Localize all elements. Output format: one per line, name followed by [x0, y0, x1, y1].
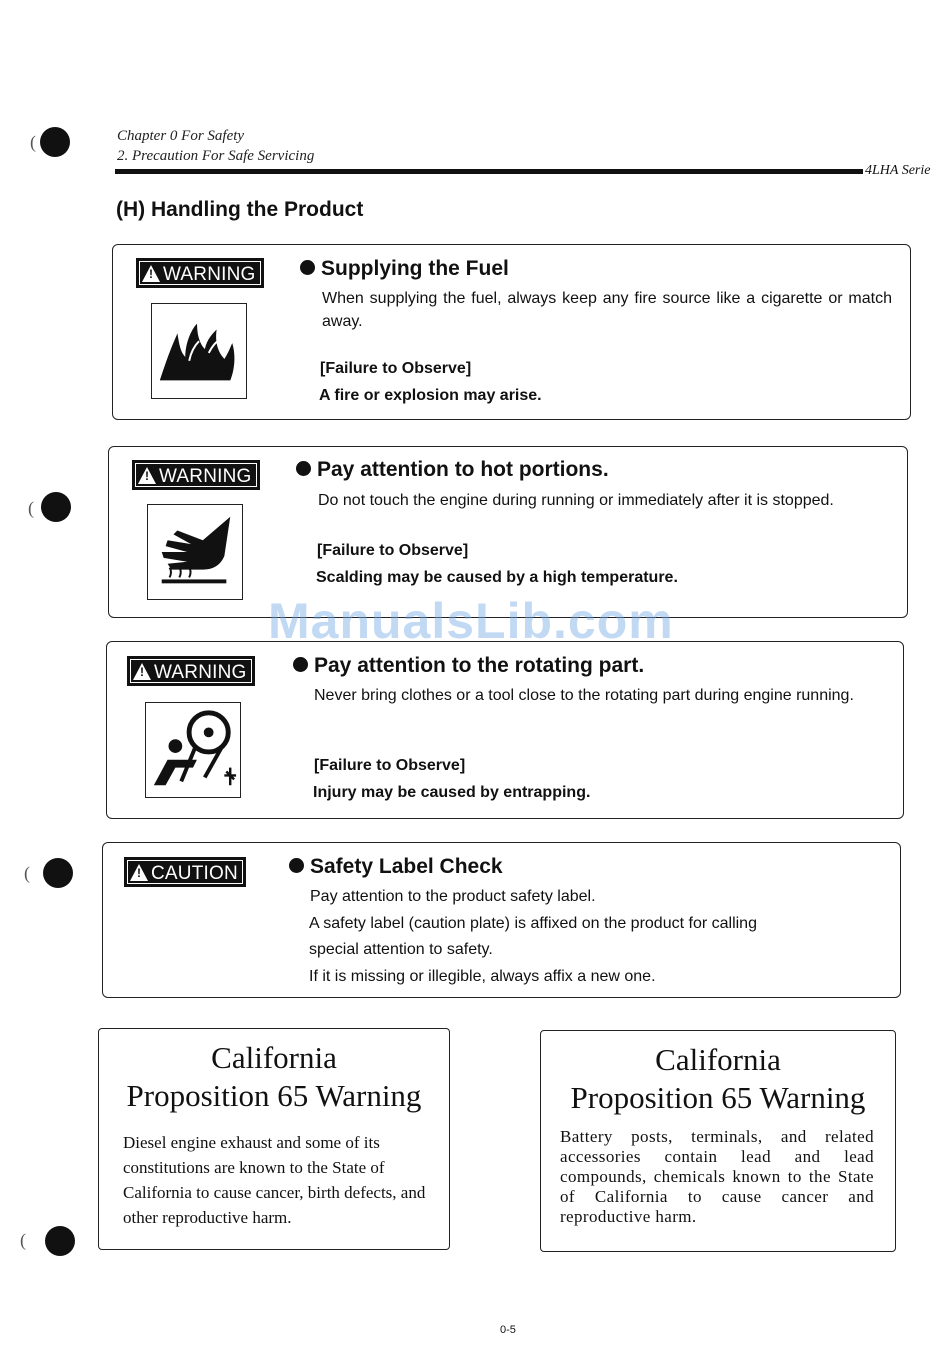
- series-label: 4LHA Serie: [865, 163, 931, 178]
- caution-line: A safety label (caution plate) is affixed on the product for calling: [309, 915, 757, 932]
- page-number: 0-5: [500, 1324, 516, 1336]
- warning-triangle-icon: [133, 663, 151, 680]
- bullet-dot: [293, 657, 308, 672]
- binder-hole: [41, 492, 71, 522]
- binder-hole-mark: (: [20, 1230, 26, 1250]
- header-rule: [115, 169, 863, 174]
- failure-label: [Failure to Observe]: [320, 360, 472, 377]
- caution-badge: !CAUTION: [124, 857, 246, 887]
- chapter-heading: Chapter 0 For Safety: [117, 128, 245, 144]
- binder-hole-mark: (: [24, 863, 30, 883]
- bullet-dot: [289, 858, 304, 873]
- block-title: Safety Label Check: [289, 855, 503, 879]
- bullet-dot: [300, 260, 315, 275]
- caution-line: Pay attention to the product safety label.: [310, 888, 596, 905]
- caution-line: If it is missing or illegible, always affix a new one.: [309, 968, 656, 985]
- block-body: When supplying the fuel, always keep any fire source like a cigarette or match away.: [322, 290, 892, 330]
- binder-hole-mark: (: [30, 132, 36, 152]
- warning-triangle-icon: [130, 864, 148, 881]
- prop65-warning-battery: [540, 1030, 896, 1252]
- fire-icon: [151, 303, 247, 399]
- prop65-text: Battery posts, terminals, and related accessories contain lead and lead compounds, chemicals known to the State of California to cause cancer and reproductive harm.: [560, 1127, 874, 1226]
- warning-badge: !WARNING: [127, 656, 255, 686]
- failure-consequence: A fire or explosion may arise.: [319, 387, 542, 404]
- block-title: Pay attention to the rotating part.: [293, 654, 644, 678]
- prop65-title-line1: California: [211, 1040, 337, 1075]
- prop65-title-line2: Proposition 65 Warning: [126, 1078, 422, 1113]
- block-body: Never bring clothes or a tool close to the rotating part during engine running.: [314, 687, 854, 704]
- block-body: Do not touch the engine during running or immediately after it is stopped.: [318, 492, 834, 509]
- bullet-dot: [296, 461, 311, 476]
- warning-badge: !WARNING: [136, 258, 264, 288]
- watermark: ManualsLib.com: [268, 593, 674, 649]
- binder-hole: [40, 127, 70, 157]
- warning-badge: !WARNING: [132, 460, 260, 490]
- binder-hole-mark: (: [28, 498, 34, 518]
- prop65-warning-exhaust: [98, 1028, 450, 1250]
- failure-label: [Failure to Observe]: [317, 542, 469, 559]
- prop65-title-line2: Proposition 65 Warning: [570, 1080, 866, 1115]
- prop65-text: Diesel engine exhaust and some of its constitutions are known to the State of California to cause cancer, birth defects, and other reproductive harm.: [123, 1133, 426, 1227]
- prop65-title-line1: California: [655, 1042, 781, 1077]
- section-heading: 2. Precaution For Safe Servicing: [117, 148, 315, 164]
- hot-surface-icon: [147, 504, 243, 600]
- failure-label: [Failure to Observe]: [314, 757, 466, 774]
- binder-hole: [43, 858, 73, 888]
- warning-triangle-icon: [142, 265, 160, 282]
- binder-hole: [45, 1226, 75, 1256]
- block-title: Pay attention to hot portions.: [296, 458, 609, 482]
- page-title: (H) Handling the Product: [116, 198, 364, 221]
- block-title: Supplying the Fuel: [300, 257, 509, 281]
- failure-consequence: Injury may be caused by entrapping.: [313, 784, 591, 801]
- rotating-part-icon: [145, 702, 241, 798]
- caution-line: special attention to safety.: [309, 941, 493, 958]
- warning-triangle-icon: [138, 467, 156, 484]
- failure-consequence: Scalding may be caused by a high temperature.: [316, 569, 678, 586]
